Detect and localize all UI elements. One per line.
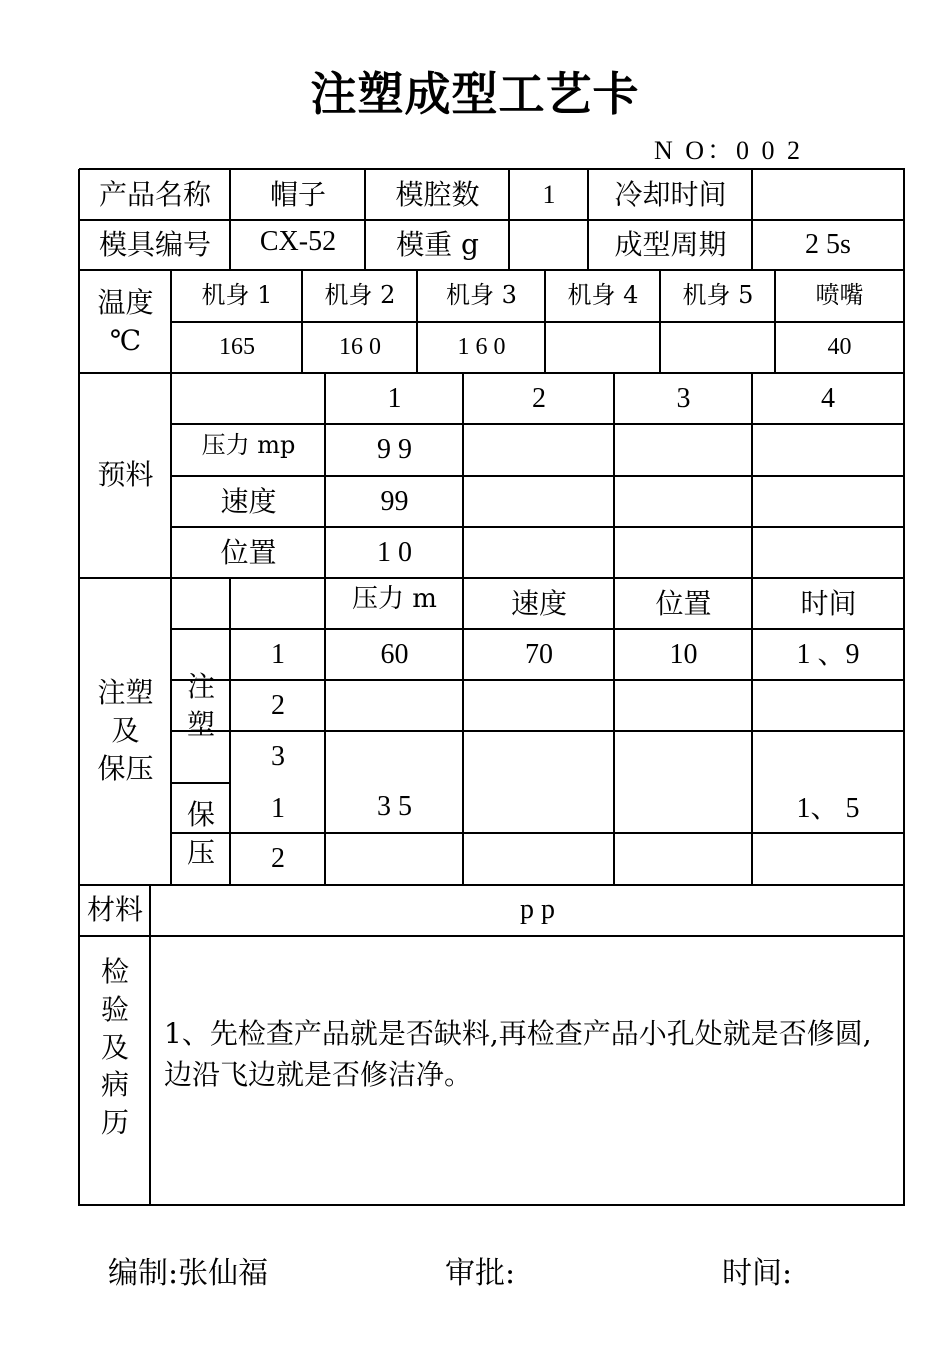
preload-pressure-value	[615, 425, 752, 475]
prepared-by: 编制:张仙福	[108, 1256, 269, 1291]
cycle-time-value: 2 5s	[805, 229, 851, 261]
holding-time	[753, 834, 903, 884]
preload-stage-header: 3	[676, 382, 691, 414]
cooling-time-value	[753, 170, 903, 220]
preload-speed-value: 99	[380, 485, 409, 517]
temp-zone-label: 机身 3	[446, 281, 517, 310]
preload-pressure-value	[464, 425, 614, 475]
preload-stage-header: 2	[532, 382, 546, 414]
holding-position	[615, 784, 752, 834]
injection-speed: 70	[525, 638, 553, 670]
injection-holding-label: 注塑 及 保压	[97, 676, 154, 785]
table-border-bottom	[79, 1204, 905, 1206]
cooling-time-label: 冷却时间	[614, 177, 727, 211]
document-number: N O：0 0 2	[654, 136, 804, 165]
injection-speed	[464, 681, 614, 731]
approved-by: 审批:	[445, 1256, 516, 1291]
document-title: 注塑成型工艺卡	[310, 67, 640, 121]
temp-zone-value: 1 6 0	[457, 334, 506, 361]
temp-zone-label: 机身 4	[567, 281, 639, 310]
preload-position-value	[753, 528, 903, 578]
temp-zone-value: 40	[827, 334, 852, 361]
injection-stage: 2	[271, 689, 285, 721]
holding-pressure: 3 5	[377, 790, 412, 822]
injection-time-header: 时间	[800, 586, 857, 620]
injection-pressure: 60	[380, 638, 409, 670]
injection-position-header: 位置	[655, 586, 712, 620]
material-value: p p	[520, 894, 555, 926]
mold-number-label: 模具编号	[98, 228, 211, 262]
injection-stage: 3	[271, 740, 285, 772]
temp-zone-value	[546, 323, 660, 373]
mold-weight-value	[510, 221, 588, 270]
injection-speed-header: 速度	[510, 586, 567, 620]
holding-stage: 1	[271, 792, 285, 824]
injection-pressure	[326, 732, 463, 782]
holding-pressure	[326, 834, 463, 880]
temp-zone-label: 机身 1	[201, 281, 273, 310]
table-border-right	[903, 169, 905, 1206]
injection-position	[615, 681, 752, 731]
preload-speed-value	[615, 477, 752, 527]
holding-stage: 2	[271, 842, 285, 874]
temp-zone-value: 165	[219, 334, 255, 361]
injection-stage: 1	[271, 638, 285, 670]
preload-position-label: 位置	[220, 535, 277, 569]
holding-label: 保 压	[186, 797, 215, 869]
temp-zone-value	[661, 323, 775, 373]
inspection-label: 检 验 及 病 历	[100, 955, 129, 1140]
injection-time	[753, 681, 903, 731]
temperature-label: 温度 ℃	[97, 286, 154, 357]
preload-speed-label: 速度	[220, 484, 277, 518]
temp-zone-label: 机身 2	[324, 281, 396, 310]
preload-speed-value	[753, 477, 903, 527]
injection-position	[615, 732, 752, 782]
preload-stage-header: 1	[387, 382, 402, 414]
temp-zone-label: 喷嘴	[815, 281, 864, 310]
holding-position	[615, 834, 752, 884]
temp-zone-label: 机身 5	[682, 281, 754, 310]
preload-stage-header: 4	[821, 382, 835, 414]
cycle-time-label: 成型周期	[614, 228, 727, 262]
date-field: 时间:	[722, 1256, 793, 1291]
injection-speed	[464, 732, 614, 782]
material-label: 材料	[86, 893, 143, 927]
holding-speed	[464, 834, 614, 884]
inspection-text: 1、先检查产品就是否缺料,再检查产品小孔处就是否修圆,边沿飞边就是否修洁净。	[164, 1017, 872, 1091]
injection-time: 1 、9	[796, 638, 860, 670]
product-name-label: 产品名称	[98, 177, 211, 211]
preload-pressure-value: 9 9	[377, 433, 412, 465]
injection-pressure	[326, 681, 463, 731]
holding-time: 1、 5	[796, 792, 860, 824]
cavity-count-label: 模腔数	[395, 177, 480, 211]
mold-number-value: CX-52	[259, 225, 337, 257]
preload-position-value	[615, 528, 752, 578]
injection-time	[753, 732, 903, 782]
temp-zone-value: 16 0	[339, 334, 381, 361]
injection-pressure-header: 压力 m	[352, 584, 437, 615]
preload-speed-value	[464, 477, 614, 527]
mold-weight-label: 模重 g	[396, 228, 479, 262]
injection-label: 注 塑	[186, 670, 215, 741]
preload-pressure-label: 压力 mp	[201, 431, 296, 460]
cavity-count-value: 1	[542, 180, 556, 210]
holding-speed	[464, 784, 614, 834]
preload-position-value	[464, 528, 614, 578]
injection-position: 10	[669, 638, 698, 670]
preload-pressure-value	[753, 425, 903, 475]
product-name-value: 帽子	[269, 177, 326, 211]
preload-label: 预料	[97, 458, 154, 492]
preload-position-value: 1 0	[377, 536, 412, 568]
